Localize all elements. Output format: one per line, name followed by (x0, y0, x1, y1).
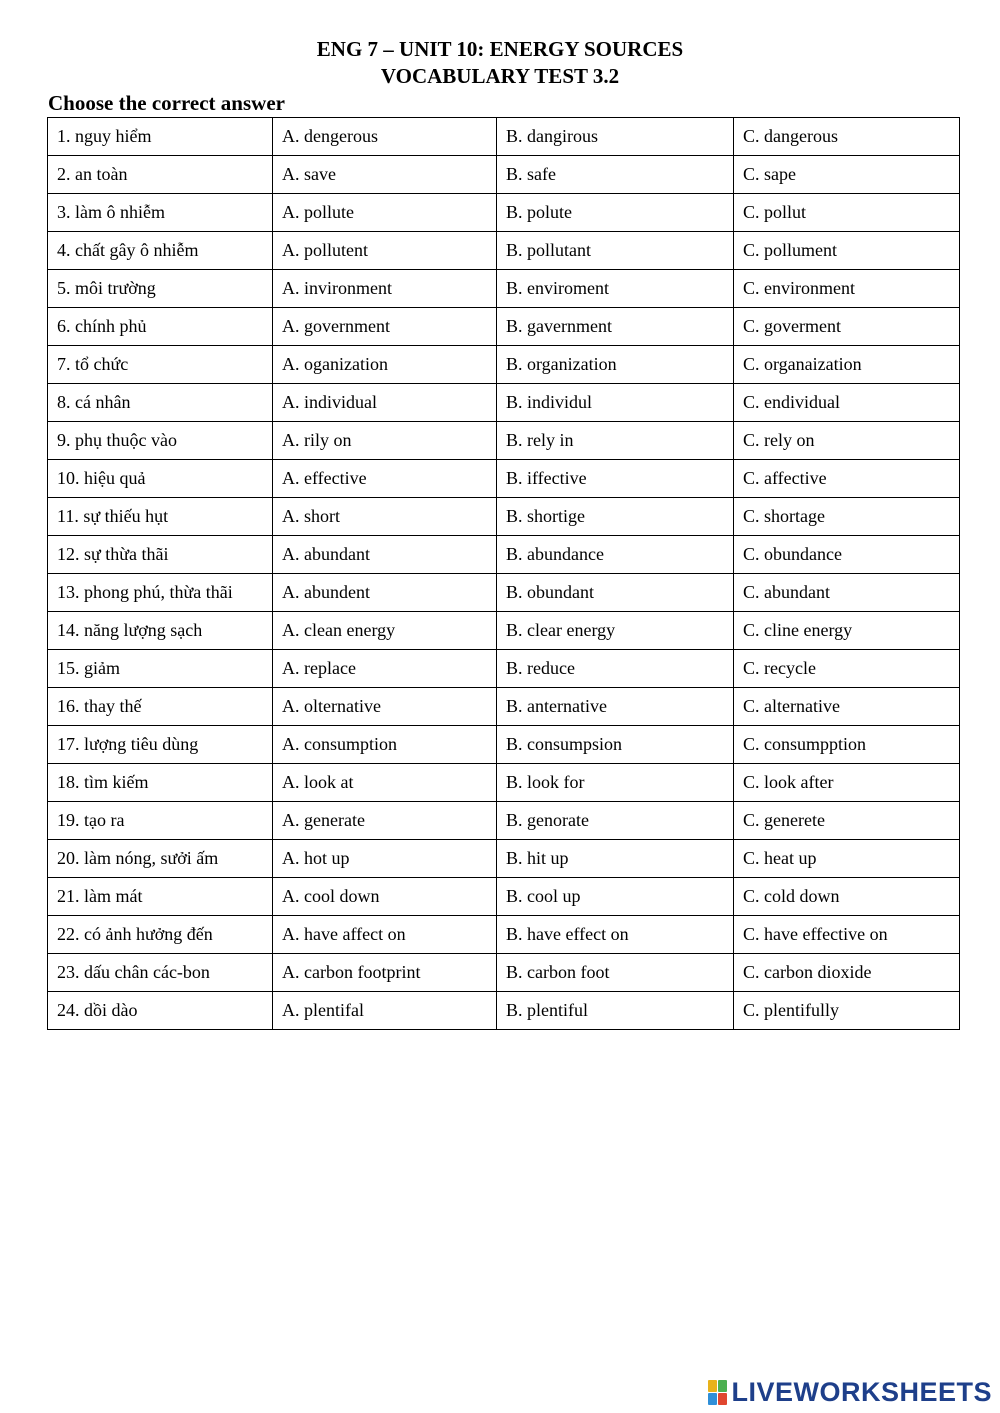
option-b-cell[interactable]: B. clear energy (497, 612, 734, 650)
option-b-cell[interactable]: B. have effect on (497, 916, 734, 954)
question-cell: 15. giảm (48, 650, 273, 688)
option-c-cell[interactable]: C. have effective on (734, 916, 960, 954)
question-cell: 16. thay thế (48, 688, 273, 726)
question-cell: 9. phụ thuộc vào (48, 422, 273, 460)
table-row (48, 992, 960, 1030)
option-a-cell[interactable]: A. short (273, 498, 497, 536)
logo-tile-4 (718, 1393, 727, 1405)
table-row (48, 232, 960, 270)
question-cell: 12. sự thừa thãi (48, 536, 273, 574)
option-b-cell[interactable]: B. rely in (497, 422, 734, 460)
option-b-cell[interactable]: B. abundance (497, 536, 734, 574)
table-row (48, 840, 960, 878)
option-c-cell[interactable]: C. cline energy (734, 612, 960, 650)
option-b-cell[interactable]: B. enviroment (497, 270, 734, 308)
question-cell: 1. nguy hiểm (48, 118, 273, 156)
page-title (0, 36, 1000, 90)
table-row (48, 574, 960, 612)
option-c-cell[interactable]: C. look after (734, 764, 960, 802)
option-b-cell[interactable]: B. plentiful (497, 992, 734, 1030)
question-cell: 18. tìm kiếm (48, 764, 273, 802)
option-a-cell[interactable]: A. dengerous (273, 118, 497, 156)
option-a-cell[interactable]: A. carbon footprint (273, 954, 497, 992)
table-row (48, 384, 960, 422)
table-row (48, 650, 960, 688)
logo-tile-1 (708, 1380, 717, 1392)
option-a-cell[interactable]: A. individual (273, 384, 497, 422)
table-row (48, 498, 960, 536)
option-a-cell[interactable]: A. olternative (273, 688, 497, 726)
option-c-cell[interactable]: C. recycle (734, 650, 960, 688)
option-b-cell[interactable]: B. safe (497, 156, 734, 194)
option-c-cell[interactable]: C. rely on (734, 422, 960, 460)
option-a-cell[interactable]: A. replace (273, 650, 497, 688)
option-c-cell[interactable]: C. consumpption (734, 726, 960, 764)
question-cell: 10. hiệu quả (48, 460, 273, 498)
question-cell: 14. năng lượng sạch (48, 612, 273, 650)
option-c-cell[interactable]: C. pollument (734, 232, 960, 270)
table-row (48, 194, 960, 232)
option-c-cell[interactable]: C. cold down (734, 878, 960, 916)
question-cell: 5. môi trường (48, 270, 273, 308)
option-a-cell[interactable]: A. effective (273, 460, 497, 498)
question-cell: 21. làm mát (48, 878, 273, 916)
option-b-cell[interactable]: B. genorate (497, 802, 734, 840)
option-b-cell[interactable]: B. anternative (497, 688, 734, 726)
question-cell: 23. dấu chân các-bon (48, 954, 273, 992)
option-a-cell[interactable]: A. invironment (273, 270, 497, 308)
liveworksheets-wordmark: LIVEWORKSHEETS (731, 1377, 992, 1407)
option-b-cell[interactable]: B. individul (497, 384, 734, 422)
option-a-cell[interactable]: A. abundant (273, 536, 497, 574)
logo-tile-2 (718, 1380, 727, 1392)
option-a-cell[interactable]: A. generate (273, 802, 497, 840)
option-a-cell[interactable]: A. clean energy (273, 612, 497, 650)
title-line-2: VOCABULARY TEST 3.2 (380, 64, 620, 88)
option-b-cell[interactable]: B. cool up (497, 878, 734, 916)
question-cell: 19. tạo ra (48, 802, 273, 840)
option-c-cell[interactable]: C. affective (734, 460, 960, 498)
table-row (48, 308, 960, 346)
option-b-cell[interactable]: B. shortige (497, 498, 734, 536)
table-row (48, 802, 960, 840)
table-row (48, 764, 960, 802)
option-c-cell[interactable]: C. organaization (734, 346, 960, 384)
option-b-cell[interactable]: B. dangirous (497, 118, 734, 156)
option-b-cell[interactable]: B. obundant (497, 574, 734, 612)
option-c-cell[interactable]: C. generete (734, 802, 960, 840)
option-a-cell[interactable]: A. pollute (273, 194, 497, 232)
question-cell: 7. tổ chức (48, 346, 273, 384)
table-row (48, 612, 960, 650)
option-a-cell[interactable]: A. save (273, 156, 497, 194)
liveworksheets-logo-icon (708, 1380, 727, 1405)
option-b-cell[interactable]: B. reduce (497, 650, 734, 688)
vocabulary-table (47, 117, 960, 1030)
question-cell: 6. chính phủ (48, 308, 273, 346)
option-a-cell[interactable]: A. look at (273, 764, 497, 802)
option-a-cell[interactable]: A. have affect on (273, 916, 497, 954)
option-c-cell[interactable]: C. carbon dioxide (734, 954, 960, 992)
option-b-cell[interactable]: B. carbon foot (497, 954, 734, 992)
option-c-cell[interactable]: C. sape (734, 156, 960, 194)
option-c-cell[interactable]: C. pollut (734, 194, 960, 232)
option-b-cell[interactable]: B. polute (497, 194, 734, 232)
instruction-text: Choose the correct answer (48, 91, 285, 115)
table-row (48, 688, 960, 726)
option-b-cell[interactable]: B. look for (497, 764, 734, 802)
option-b-cell[interactable]: B. consumpsion (497, 726, 734, 764)
option-c-cell[interactable]: C. goverment (734, 308, 960, 346)
title-line-1: ENG 7 – UNIT 10: ENERGY SOURCES (316, 37, 684, 61)
option-c-cell[interactable]: C. abundant (734, 574, 960, 612)
option-a-cell[interactable]: A. rily on (273, 422, 497, 460)
table-row (48, 118, 960, 156)
question-cell: 4. chất gây ô nhiễm (48, 232, 273, 270)
question-cell: 20. làm nóng, sưởi ấm (48, 840, 273, 878)
option-a-cell[interactable]: A. government (273, 308, 497, 346)
table-row (48, 726, 960, 764)
option-c-cell[interactable]: C. shortage (734, 498, 960, 536)
option-b-cell[interactable]: B. pollutant (497, 232, 734, 270)
option-a-cell[interactable]: A. consumption (273, 726, 497, 764)
question-cell: 3. làm ô nhiễm (48, 194, 273, 232)
option-a-cell[interactable]: A. pollutent (273, 232, 497, 270)
question-cell: 13. phong phú, thừa thãi (48, 574, 273, 612)
option-c-cell[interactable]: C. alternative (734, 688, 960, 726)
logo-tile-3 (708, 1393, 717, 1405)
option-c-cell[interactable]: C. plentifully (734, 992, 960, 1030)
option-a-cell[interactable]: A. plentifal (273, 992, 497, 1030)
option-c-cell[interactable]: C. heat up (734, 840, 960, 878)
option-a-cell[interactable]: A. hot up (273, 840, 497, 878)
option-c-cell[interactable]: C. obundance (734, 536, 960, 574)
table-row (48, 916, 960, 954)
option-c-cell[interactable]: C. environment (734, 270, 960, 308)
option-c-cell[interactable]: C. dangerous (734, 118, 960, 156)
option-b-cell[interactable]: B. iffective (497, 460, 734, 498)
question-cell: 8. cá nhân (48, 384, 273, 422)
table-row (48, 878, 960, 916)
table-row (48, 954, 960, 992)
option-a-cell[interactable]: A. abundent (273, 574, 497, 612)
option-a-cell[interactable]: A. oganization (273, 346, 497, 384)
question-cell: 17. lượng tiêu dùng (48, 726, 273, 764)
option-b-cell[interactable]: B. organization (497, 346, 734, 384)
question-cell: 22. có ảnh hưởng đến (48, 916, 273, 954)
liveworksheets-watermark (708, 1377, 992, 1407)
question-cell: 11. sự thiếu hụt (48, 498, 273, 536)
vocabulary-table-body (48, 118, 960, 1030)
question-cell: 2. an toàn (48, 156, 273, 194)
table-row (48, 156, 960, 194)
table-row (48, 422, 960, 460)
option-a-cell[interactable]: A. cool down (273, 878, 497, 916)
option-c-cell[interactable]: C. endividual (734, 384, 960, 422)
option-b-cell[interactable]: B. gavernment (497, 308, 734, 346)
table-row (48, 536, 960, 574)
table-row (48, 346, 960, 384)
question-cell: 24. dồi dào (48, 992, 273, 1030)
table-row (48, 460, 960, 498)
table-row (48, 270, 960, 308)
option-b-cell[interactable]: B. hit up (497, 840, 734, 878)
